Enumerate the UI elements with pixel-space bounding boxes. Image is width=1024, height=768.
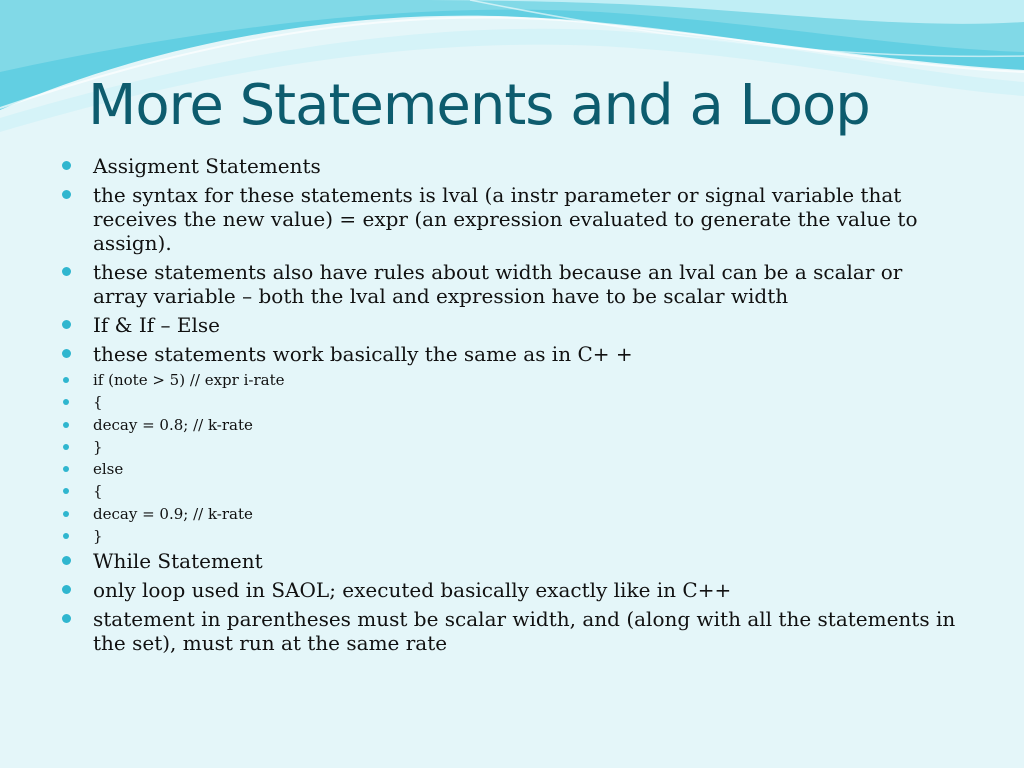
bullet-text: these statements also have rules about width because an lval can be a scalar or array variable – both the lval and expression have to be scalar width	[93, 260, 903, 308]
bullet-text: statement in parentheses must be scalar width, and (along with all the statements in the set), must run at the same rate	[93, 607, 956, 656]
bullet-dot-icon	[62, 614, 71, 623]
bullet-dot-icon	[63, 422, 69, 428]
bullet-dot-icon	[63, 533, 69, 539]
bullet-item	[62, 578, 962, 602]
bullet-text: if (note > 5) // expr i-rate	[93, 371, 285, 389]
bullet-item	[62, 393, 962, 412]
bullet-text: }	[93, 527, 103, 546]
bullet-dot-icon	[62, 190, 71, 199]
bullet-item	[62, 313, 962, 337]
bullet-item	[62, 183, 962, 255]
bullet-dot-icon	[62, 161, 71, 170]
bullet-dot-icon	[62, 585, 71, 594]
bullet-item	[62, 607, 962, 655]
bullet-text: While Statement	[93, 549, 263, 574]
slide-title: More Statements and a Loop	[88, 73, 870, 138]
bullet-dot-icon	[63, 399, 69, 405]
bullet-item	[62, 260, 962, 308]
bullet-dot-icon	[62, 267, 71, 276]
bullet-text: {	[93, 482, 103, 501]
bullet-text: If & If – Else	[93, 313, 220, 337]
bullet-dot-icon	[62, 556, 71, 565]
bullet-item	[62, 482, 962, 501]
bullet-item	[62, 342, 962, 366]
bullet-item	[62, 438, 962, 457]
bullet-list	[62, 154, 962, 660]
bullet-dot-icon	[62, 349, 71, 358]
bullet-text: these statements work basically the same as in C+ +	[93, 342, 633, 366]
bullet-text: }	[93, 437, 103, 456]
bullet-text: only loop used in SAOL; executed basically exactly like in C++	[93, 578, 732, 603]
bullet-dot-icon	[63, 466, 69, 472]
bullet-item	[62, 371, 962, 390]
bullet-dot-icon	[63, 511, 69, 517]
bullet-item	[62, 505, 962, 524]
bullet-text: else	[93, 460, 124, 479]
bullet-item	[62, 527, 962, 546]
bullet-item	[62, 460, 962, 479]
bullet-item	[62, 549, 962, 573]
bullet-text: Assigment Statements	[93, 154, 321, 178]
bullet-text: decay = 0.9; // k-rate	[93, 504, 253, 523]
bullet-text: the syntax for these statements is lval (a instr parameter or signal variable that receives the new value) = expr (an expression evaluated to generate the value to assign).	[93, 183, 918, 255]
bullet-dot-icon	[63, 444, 69, 450]
bullet-text: {	[93, 393, 103, 412]
bullet-item	[62, 154, 962, 178]
bullet-text: decay = 0.8; // k-rate	[93, 415, 253, 434]
bullet-item	[62, 416, 962, 435]
bullet-dot-icon	[63, 488, 69, 494]
bullet-dot-icon	[62, 320, 71, 329]
bullet-dot-icon	[63, 377, 69, 383]
